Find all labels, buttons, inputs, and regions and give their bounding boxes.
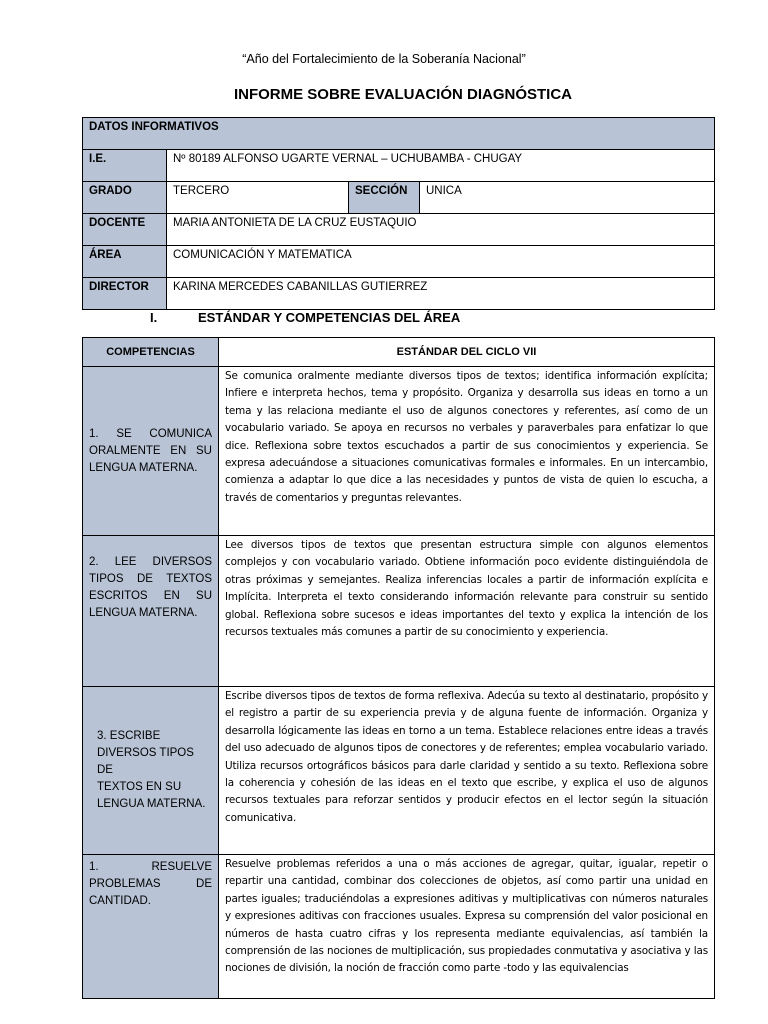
table-row — [83, 367, 715, 536]
table-row — [83, 687, 715, 855]
director-value: KARINA MERCEDES CABANILLAS GUTIERREZ — [167, 278, 715, 310]
estandar-cell: Se comunica oralmente mediante diversos tipos de textos; identifica información explícita; Infiere e interpreta hechos, tema y propósito. Organiza y desarrolla sus ideas en torno a un tema y las relaciona mediante el uso de algunos conectores y referentes, así como de un vocabulario variado. Se apoya en recursos no verbales y paraverbales para enfatizar lo que dice. Reflexiona sobre textos escuchados a partir de sus conocimientos y experiencia. Se expresa adecuándose a situaciones comunicativas formales e informales. En un intercambio, comienza a adaptar lo que dice a las necesidades y puntos de vista de quien lo escucha, a través de comentarios y preguntas relevantes. — [219, 367, 715, 536]
docente-value: MARIA ANTONIETA DE LA CRUZ EUSTAQUIO — [167, 214, 715, 246]
ie-label: I.E. — [83, 150, 167, 182]
section-number: I. — [150, 310, 158, 325]
area-label: ÁREA — [83, 246, 167, 278]
docente-label: DOCENTE — [83, 214, 167, 246]
competencia-line: DIVERSOS TIPOS DE — [97, 747, 194, 776]
competencias-header: COMPETENCIAS — [83, 338, 219, 367]
table-row — [83, 855, 715, 999]
competencias-table — [82, 337, 715, 999]
estandar-text: Resuelve problemas referidos a una o más acciones de agregar, quitar, igualar, repetir o repartir una cantidad, combinar dos colecciones de objetos, así como partir una unidad en partes iguales; traduciéndolas a expresiones aditivas y multiplicativas con números naturales y expresiones aditivas con fracciones usuales. Expresa su comprensión del valor posicional en números de hasta cuatro cifras y los representa mediante equivalencias, así también la comprensión de las nociones de multiplicación, sus propiedades conmutativa y asociativa y las nociones de división, la noción de fracción como parte -todo y las equivalencias — [225, 858, 708, 975]
document-title: INFORME SOBRE EVALUACIÓN DIAGNÓSTICA — [233, 86, 573, 103]
seccion-value: UNICA — [420, 182, 715, 214]
area-value: COMUNICACIÓN Y MATEMATICA — [167, 246, 715, 278]
datos-informativos-table — [82, 117, 715, 310]
competencia-cell: 2. LEE DIVERSOS TIPOS DE TEXTOS ESCRITOS EN SU LENGUA MATERNA. — [83, 536, 219, 687]
competencia-line: LENGUA MATERNA. — [97, 798, 206, 810]
estandar-cell: Escribe diversos tipos de textos de forma reflexiva. Adecúa su texto al destinatario, propósito y el registro a partir de su experiencia previa y de alguna fuente de información. Organiza y desarrolla lógicamente las ideas en torno a un tema. Establece relaciones entre ideas a través del uso adecuado de algunos tipos de conectores y de referentes; emplea vocabulario variado. Utiliza recursos ortográficos básicos para darle claridad y sentido a su texto. Reflexiona sobre la coherencia y cohesión de las ideas en el texto que escribe, y explica el uso de algunos recursos textuales para reforzar sentidos y producir efectos en el lector según la situación comunicativa. — [219, 687, 715, 855]
competencia-cell — [83, 687, 219, 855]
ie-value: Nº 80189 ALFONSO UGARTE VERNAL – UCHUBAMBA - CHUGAY — [167, 150, 715, 182]
director-label: DIRECTOR — [83, 278, 167, 310]
estandar-cell: Lee diversos tipos de textos que presentan estructura simple con algunos elementos complejos y con vocabulario variado. Obtiene información poco evidente distinguiéndola de otras próximas y semejantes. Realiza inferencias locales a partir de información explícita e Implícita. Interpreta el texto considerando información relevante para construir su sentido global. Reflexiona sobre sucesos e ideas importantes del texto y explica la intención de los recursos textuales más comunes a partir de su conocimiento y experiencia. — [219, 536, 715, 687]
datos-heading: DATOS INFORMATIVOS — [83, 118, 715, 150]
national-motto: “Año del Fortalecimiento de la Soberanía Nacional” — [242, 52, 526, 66]
competencia-cell: 1. SE COMUNICA ORALMENTE EN SU LENGUA MATERNA. — [83, 367, 219, 536]
table-row — [83, 536, 715, 687]
estandar-cell — [219, 855, 715, 999]
competencia-line: TEXTOS EN SU — [97, 781, 182, 793]
section-title: ESTÁNDAR Y COMPETENCIAS DEL ÁREA — [198, 310, 461, 325]
grado-label: GRADO — [83, 182, 167, 214]
section-heading — [150, 310, 460, 325]
estandar-header: ESTÁNDAR DEL CICLO VII — [219, 338, 715, 367]
seccion-label: SECCIÓN — [349, 182, 420, 214]
competencia-cell: 1. RESUELVE PROBLEMAS DE CANTIDAD. — [83, 855, 219, 999]
competencia-line: 3. ESCRIBE — [97, 730, 161, 742]
grado-value: TERCERO — [167, 182, 349, 214]
